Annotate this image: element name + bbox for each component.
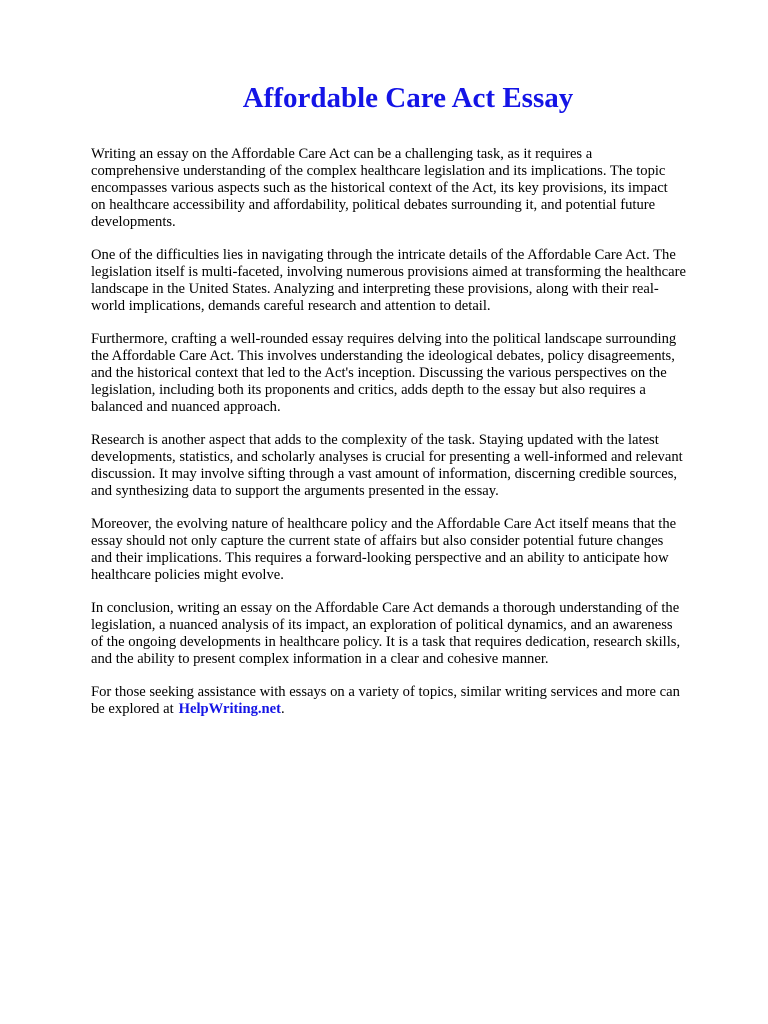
- text-line: Research is another aspect that adds to the complexity of the task. Staying updated with the latest: [91, 432, 659, 448]
- text-line: Writing an essay on the Affordable Care Act can be a challenging task, as it requires a: [91, 146, 593, 162]
- text-line: developments.: [91, 214, 176, 230]
- document-title: Affordable Care Act Essay: [242, 82, 574, 114]
- text-line: In conclusion, writing an essay on the Affordable Care Act demands a thorough understanding of the: [91, 600, 680, 616]
- paragraph-evolving: [91, 516, 731, 584]
- text-line: legislation, including both its proponents and critics, adds depth to the essay but also requires a: [91, 382, 646, 398]
- text-line: and the ability to present complex information in a clear and cohesive manner.: [91, 651, 549, 667]
- text-line: landscape in the United States. Analyzing and interpreting these provisions, along with their real-: [91, 281, 659, 297]
- text-line: discussion. It may involve sifting through a vast amount of information, discerning credible sources,: [91, 466, 678, 482]
- paragraph-research: [91, 432, 731, 500]
- text-line: encompasses various aspects such as the historical context of the Act, its key provisions, its impact: [91, 180, 668, 196]
- helpwriting-link[interactable]: HelpWriting.net: [178, 701, 281, 717]
- text-line: essay should not only capture the current state of affairs but also consider potential future changes: [91, 533, 664, 549]
- text-line: healthcare policies might evolve.: [91, 567, 284, 583]
- text-line: Moreover, the evolving nature of healthcare policy and the Affordable Care Act itself means that the: [91, 516, 677, 532]
- text-line: and synthesizing data to support the arguments presented in the essay.: [91, 483, 499, 499]
- essay-body: [91, 146, 731, 734]
- text-line: and the historical context that led to the Act's inception. Discussing the various perspectives on the: [91, 365, 667, 381]
- paragraph-difficulties: [91, 247, 731, 315]
- text-line: the Affordable Care Act. This involves understanding the ideological debates, policy disagreements,: [91, 348, 675, 364]
- closing-suffix: .: [280, 701, 285, 717]
- text-line: For those seeking assistance with essays on a variety of topics, similar writing services and more can: [91, 684, 680, 700]
- text-line: and their implications. This requires a forward-looking perspective and an ability to anticipate how: [91, 550, 669, 566]
- text-line: on healthcare accessibility and affordability, political debates surrounding it, and potential future: [91, 197, 656, 213]
- paragraph-closing: [91, 684, 731, 718]
- paragraph-conclusion: [91, 600, 731, 668]
- text-line: Furthermore, crafting a well-rounded essay requires delving into the political landscape surrounding: [91, 331, 677, 347]
- closing-line: [91, 701, 731, 718]
- closing-prefix: be explored at: [91, 701, 174, 717]
- text-line: balanced and nuanced approach.: [91, 399, 281, 415]
- text-line: One of the difficulties lies in navigating through the intricate details of the Affordable Care Act. The: [91, 247, 676, 263]
- text-line: developments, statistics, and scholarly analyses is crucial for presenting a well-informed and relevant: [91, 449, 683, 465]
- text-line: legislation, a nuanced analysis of its impact, an exploration of political dynamics, and an awareness: [91, 617, 673, 633]
- text-line: world implications, demands careful research and attention to detail.: [91, 298, 491, 314]
- paragraph-political: [91, 331, 731, 416]
- text-line: of the ongoing developments in healthcare policy. It is a task that requires dedication, research skills,: [91, 634, 681, 650]
- text-line: legislation itself is multi-faceted, involving numerous provisions aimed at transforming the healthcare: [91, 264, 686, 280]
- paragraph-intro: [91, 146, 731, 231]
- text-line: comprehensive understanding of the complex healthcare legislation and its implications. The topic: [91, 163, 666, 179]
